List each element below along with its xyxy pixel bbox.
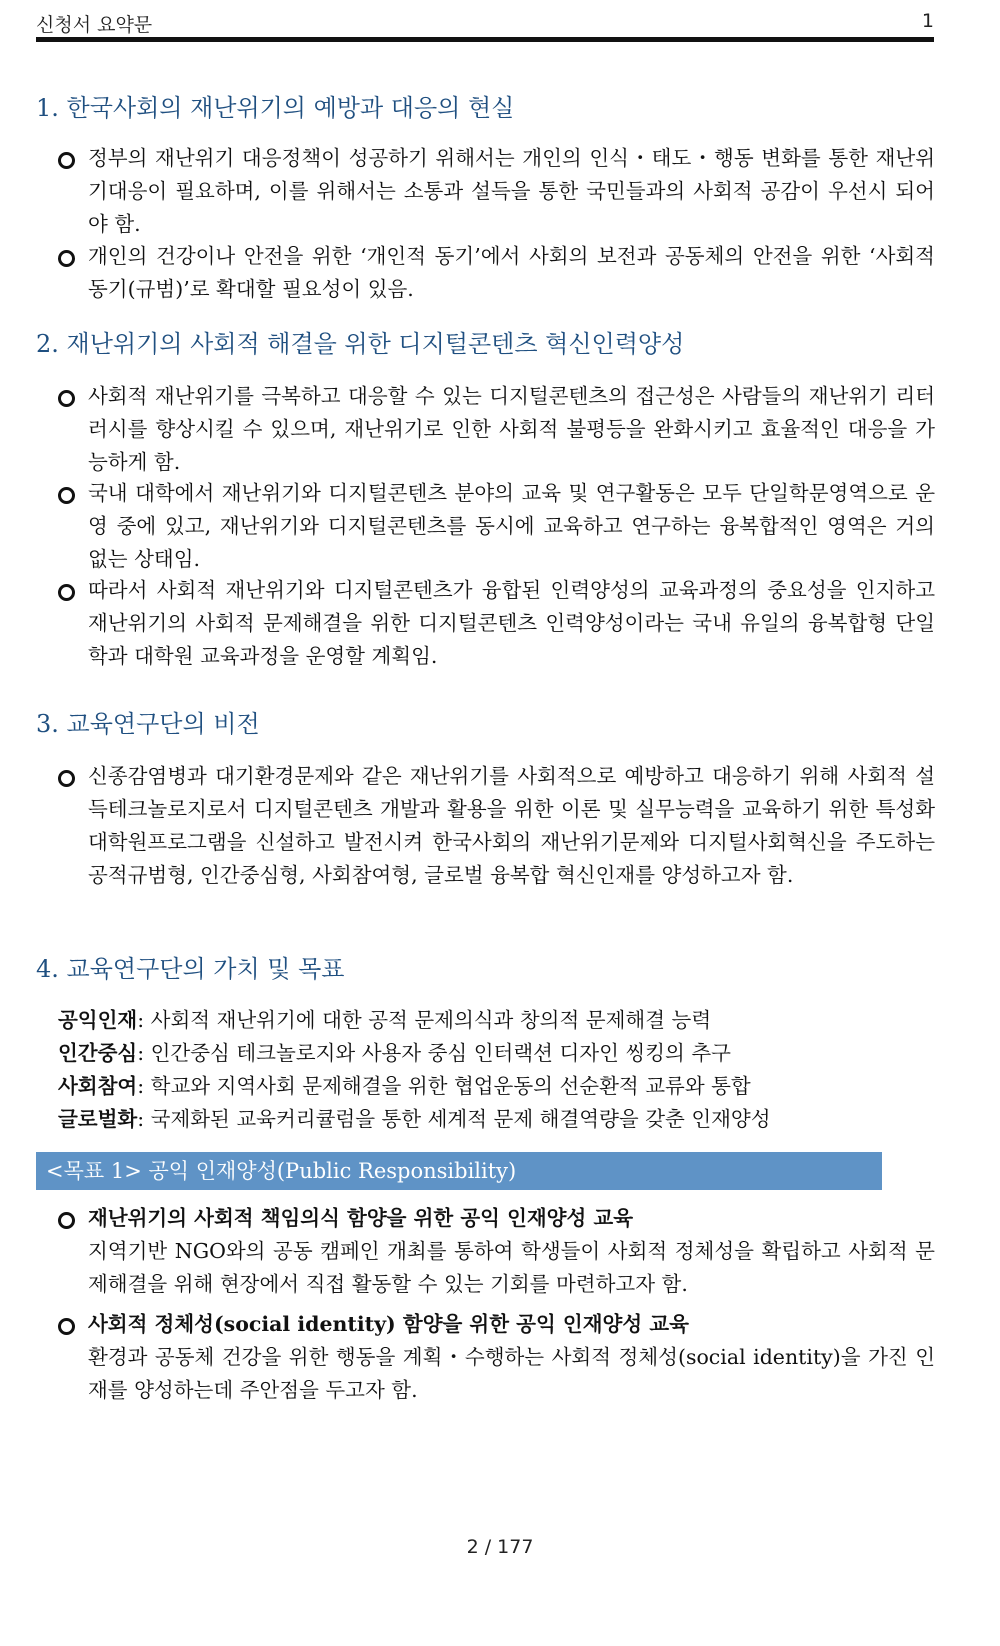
section-heading-1: 1. 한국사회의 재난위기의 예방과 대응의 현실 <box>36 94 515 122</box>
bullet-circle-icon <box>58 487 75 504</box>
value-desc: : 인간중심 테크놀로지와 사용자 중심 인터랙션 디자인 씽킹의 추구 <box>137 1041 731 1065</box>
bullet-text: 개인의 건강이나 안전을 위한 ‘개인적 동기’에서 사회의 보전과 공동체의 안전을 위한 ‘사회적 동기(규범)’로 확대할 필요성이 있음. <box>88 244 935 301</box>
value-desc: : 학교와 지역사회 문제해결을 위한 협업운동의 선순환적 교류와 통합 <box>137 1074 751 1098</box>
goal-banner-text: <목표 1> 공익 인재양성(Public Responsibility) <box>46 1159 517 1183</box>
list-item <box>58 380 935 479</box>
section-heading-2: 2. 재난위기의 사회적 해결을 위한 디지털콘텐츠 혁신인력양성 <box>36 330 685 358</box>
value-row <box>58 1004 898 1037</box>
section-heading-3: 3. 교육연구단의 비전 <box>36 710 260 738</box>
list-item <box>58 1202 935 1301</box>
bullet-text: 따라서 사회적 재난위기와 디지털콘텐츠가 융합된 인력양성의 교육과정의 중요성을 인지하고 재난위기의 사회적 문제해결을 위한 디지털콘텐츠 인력양성이라는 국내 유일의 융복합형 단일학과 대학원 교육과정을 운영할 계획임. <box>88 578 935 668</box>
bullet-circle-icon <box>58 1212 75 1229</box>
bullet-circle-icon <box>58 152 75 169</box>
document-title: 신청서 요약문 <box>36 14 153 36</box>
value-row <box>58 1037 898 1070</box>
value-desc: : 국제화된 교육커리큘럼을 통한 세계적 문제 해결역량을 갖춘 인재양성 <box>137 1107 771 1131</box>
value-desc: : 사회적 재난위기에 대한 공적 문제의식과 창의적 문제해결 능력 <box>137 1008 712 1032</box>
list-item <box>58 240 935 306</box>
value-row <box>58 1103 898 1136</box>
bullet-circle-icon <box>58 1318 75 1335</box>
page-indicator: 2 / 177 <box>466 1536 534 1558</box>
value-term: 인간중심 <box>58 1041 138 1065</box>
bullet-circle-icon <box>58 584 75 601</box>
goal-item-title: 사회적 정체성(social identity) 함양을 위한 공익 인재양성 교육 <box>88 1312 689 1336</box>
goal-item-title: 재난위기의 사회적 책임의식 함양을 위한 공익 인재양성 교육 <box>88 1206 634 1230</box>
values-list <box>58 1004 898 1136</box>
bullet-text: 국내 대학에서 재난위기와 디지털콘텐츠 분야의 교육 및 연구활동은 모두 단일학문영역으로 운영 중에 있고, 재난위기와 디지털콘텐츠를 동시에 교육하고 연구하는 융복합적인 영역은 거의 없는 상태임. <box>88 481 935 571</box>
list-item <box>58 574 935 673</box>
list-item <box>58 142 935 241</box>
bullet-circle-icon <box>58 390 75 407</box>
value-row <box>58 1070 898 1103</box>
page-header <box>36 4 934 38</box>
list-item <box>58 477 935 576</box>
section-heading-4: 4. 교육연구단의 가치 및 목표 <box>36 955 345 983</box>
bullet-circle-icon <box>58 250 75 267</box>
bullet-circle-icon <box>58 770 75 787</box>
header-page-number: 1 <box>921 10 934 32</box>
goal-banner <box>36 1152 882 1190</box>
goal-item-desc: 환경과 공동체 건강을 위한 행동을 계획・수행하는 사회적 정체성(social identity)을 가진 인재를 양성하는데 주안점을 두고자 함. <box>88 1345 935 1402</box>
list-item <box>58 760 935 892</box>
bullet-text: 정부의 재난위기 대응정책이 성공하기 위해서는 개인의 인식・태도・행동 변화를 통한 재난위기대응이 필요하며, 이를 위해서는 소통과 설득을 통한 국민들과의 사회적 공감이 우선시 되어야 함. <box>88 146 935 236</box>
value-term: 공익인재 <box>58 1008 138 1032</box>
list-item <box>58 1308 935 1407</box>
bullet-text: 사회적 재난위기를 극복하고 대응할 수 있는 디지털콘텐츠의 접근성은 사람들의 재난위기 리터러시를 향상시킬 수 있으며, 재난위기로 인한 사회적 불평등을 완화시키고 효율적인 대응을 가능하게 함. <box>88 384 935 474</box>
goal-item-desc: 지역기반 NGO와의 공동 캠페인 개최를 통하여 학생들이 사회적 정체성을 확립하고 사회적 문제해결을 위해 현장에서 직접 활동할 수 있는 기회를 마련하고자 함. <box>88 1239 935 1296</box>
value-term: 글로벌화 <box>58 1107 138 1131</box>
value-term: 사회참여 <box>58 1074 138 1098</box>
bullet-text: 신종감염병과 대기환경문제와 같은 재난위기를 사회적으로 예방하고 대응하기 위해 사회적 설득테크놀로지로서 디지털콘텐츠 개발과 활용을 위한 이론 및 실무능력을 교육하기 위한 특성화 대학원프로그램을 신설하고 발전시켜 한국사회의 재난위기문제와 디지털사회혁신을 주도하는 공적규범형, 인간중심형, 사회참여형, 글로벌 융복합 혁신인재를 양성하고자 함. <box>88 764 935 887</box>
header-divider <box>36 37 934 42</box>
